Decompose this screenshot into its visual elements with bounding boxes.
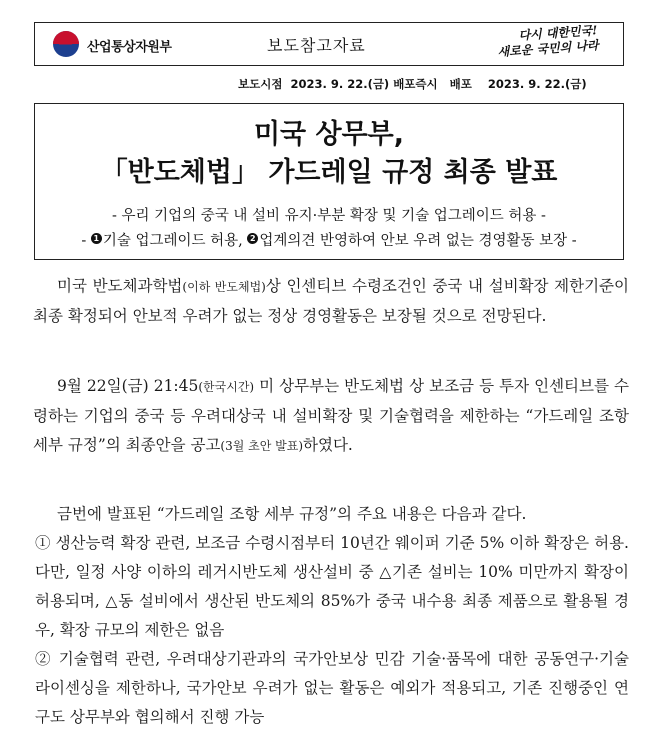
paragraph-2: 9월 22일(금) 21:45(한국시간) 미 상무부는 반도체법 상 보조금 등 투자 인센티브를 수령하는 기업의 중국 등 우려대상국 내 설비확장 및 기술협력을 제한하는 “가드레일 조항 세부 규정”의 최종안을 공고(3월 초안 발표)하였다.	[33, 377, 629, 454]
release-info: 보도시점 2023. 9. 22.(금) 배포즉시 배포 2023. 9. 22.(금)	[238, 77, 587, 91]
subtitle-2: - 1 기술 업그레이드 허용, 2 업계의견 반영하여 안보 우려 없는 경영활동 보장 -	[81, 233, 577, 249]
paragraph-3-intro: 금번에 발표된 “가드레일 조항 세부 규정”의 주요 내용은 다음과 같다.	[57, 505, 527, 523]
ministry-logo-icon	[53, 31, 79, 57]
number-2-badge: 2	[247, 233, 258, 244]
paragraph-3	[33, 500, 629, 732]
document-type: 보도참고자료	[267, 36, 366, 55]
paragraph-1: 미국 반도체과학법(이하 반도체법)상 인센티브 수령조건인 중국 내 설비확장 제한기준이 최종 확정되어 안보적 우려가 없는 정상 경영활동은 보장될 것으로 전망된다.	[33, 277, 630, 325]
title-line-1: 미국 상무부,	[253, 119, 405, 150]
title-line-2: 「반도체법」 가드레일 규정 최종 발표	[100, 157, 558, 188]
title-box	[34, 103, 624, 260]
list-item-2: ② 기술협력 관련, 우려대상기관과의 국가안보상 민감 기술·품목에 대한 공동연구·기술 라이센싱을 제한하나, 국가안보 우려가 없는 활동은 예외가 적용되고, 기존 진행중인 연구도 상무부와 협의해서 진행 가능	[35, 650, 629, 726]
header-box	[34, 22, 624, 66]
list-item-1: ① 생산능력 확장 관련, 보조금 수령시점부터 10년간 웨이퍼 기준 5% 이하 확장은 허용. 다만, 일정 사양 이하의 레거시반도체 생산설비 중 △기존 설비는 10% 미만까지 확장이 허용되며, △동 설비에서 생산된 반도체의 85%가 중국 내수용 최종 제품으로 활용될 경우, 확장 규모의 제한은 없음	[35, 534, 629, 639]
slogan-line-2: 새로운 국민의 나라	[497, 38, 599, 60]
slogan-line-1: 다시 대한민국!	[518, 23, 598, 43]
number-1-badge: 1	[91, 233, 102, 244]
slogan	[496, 22, 618, 60]
ministry-name: 산업통상자원부	[87, 40, 172, 55]
subtitle-1: - 우리 기업의 중국 내 설비 유지·부분 확장 및 기술 업그레이드 허용 -	[112, 208, 546, 224]
